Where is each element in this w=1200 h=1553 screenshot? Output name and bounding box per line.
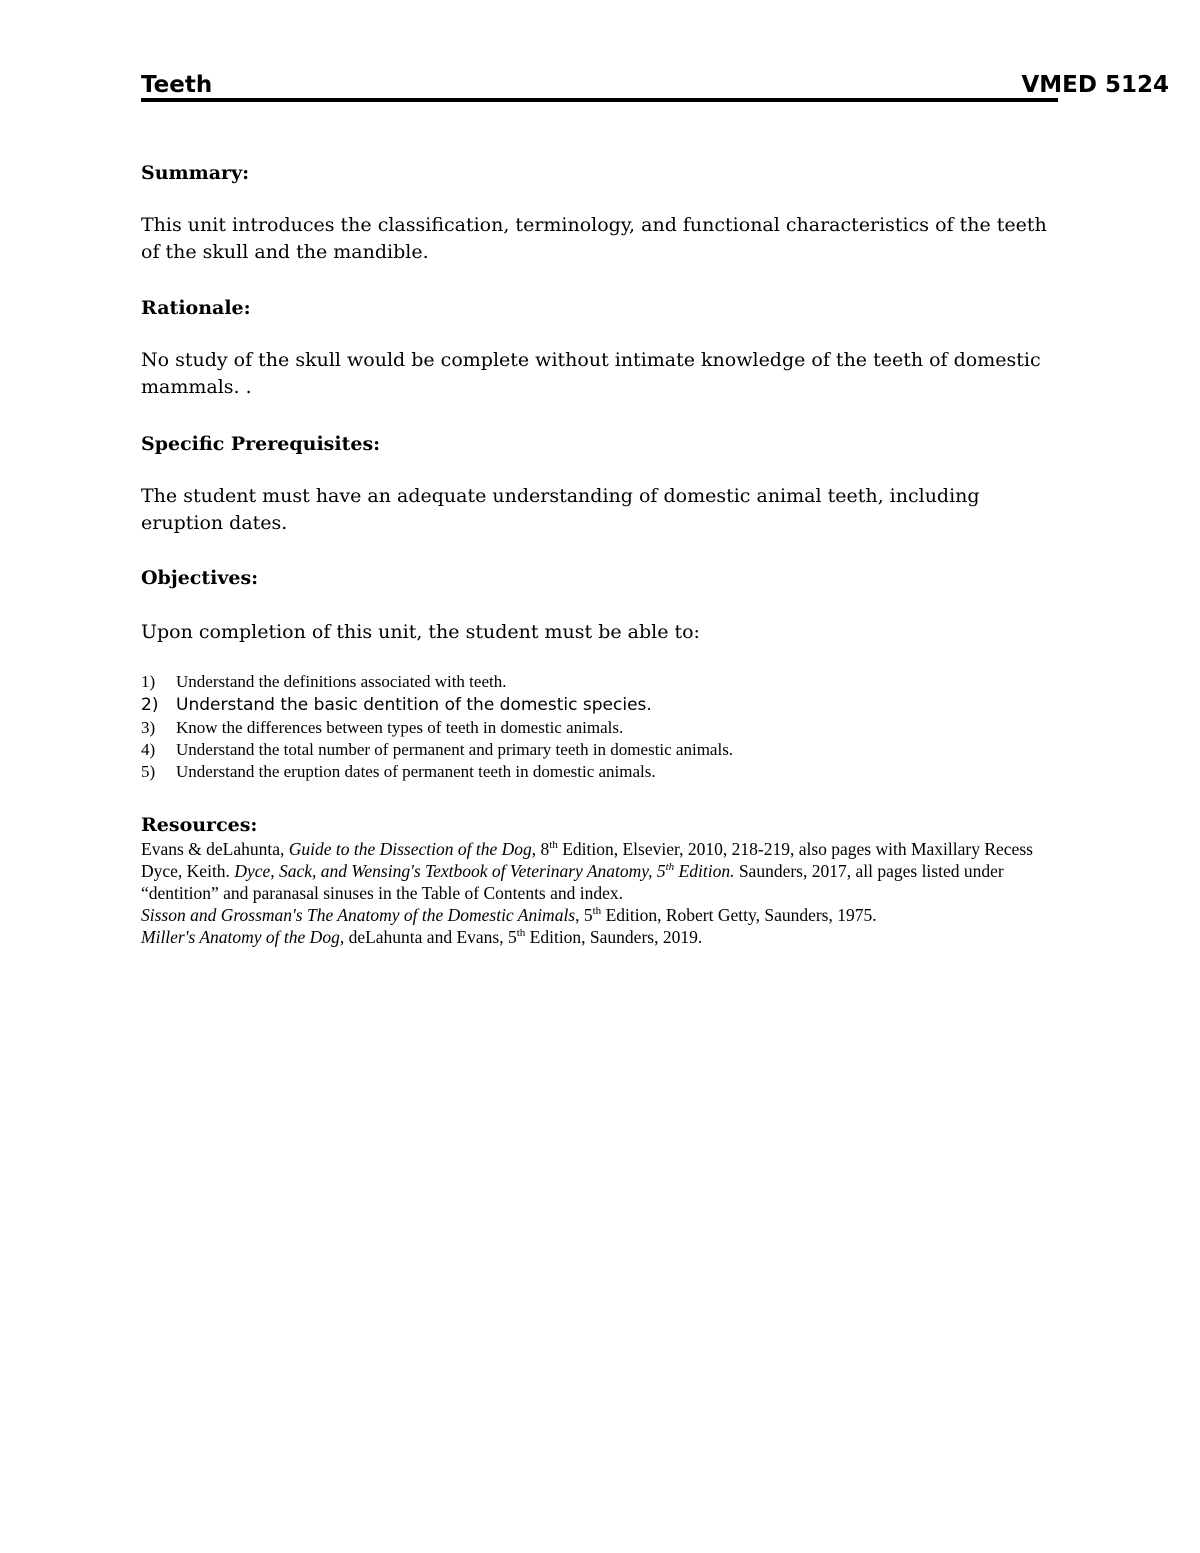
objectives-heading: Objectives:: [141, 567, 259, 589]
resources-heading: Resources:: [141, 814, 258, 836]
objective-text: Know the differences between types of teeth in domestic animals.: [176, 718, 624, 737]
objective-item: [141, 761, 1071, 783]
header-rule: [141, 98, 1058, 102]
reference-title: Dyce, Sack, and Wensing's Textbook of Veterinary Anatomy, 5: [234, 861, 666, 881]
reference-title: Guide to the Dissection of the Dog: [288, 839, 532, 859]
ordinal-suffix: th: [592, 905, 602, 918]
reference-entry: [141, 926, 1066, 948]
rationale-text: No study of the skull would be complete without intimate knowledge of the teeth of domestic mammals. .: [141, 349, 1041, 398]
course-code: VMED 5124: [1021, 72, 1169, 98]
reference-title: Miller's Anatomy of the Dog: [141, 927, 340, 947]
objective-text: Understand the eruption dates of permanent teeth in domestic animals.: [176, 762, 656, 781]
reference-title-end: Edition.: [674, 861, 735, 881]
reference-author: Evans & deLahunta,: [141, 839, 289, 859]
prerequisites-heading: Specific Prerequisites:: [141, 433, 381, 455]
reference-details: Edition, Elsevier, 2010, 218-219, also pages with Maxillary Recess: [557, 839, 1033, 859]
reference-details: Saunders, 2017, all pages listed under “dentition” and paranasal sinuses in the Table of Contents and index.: [141, 861, 1004, 903]
objective-item: [141, 671, 1071, 693]
reference-author: Dyce, Keith.: [141, 861, 235, 881]
reference-edition: , deLahunta and Evans, 5: [339, 927, 517, 947]
reference-edition: , 5: [575, 905, 593, 925]
reference-title: Sisson and Grossman's The Anatomy of the Domestic Animals: [141, 905, 576, 925]
objectives-intro: Upon completion of this unit, the student must be able to:: [141, 621, 700, 643]
objective-text: Understand the total number of permanent and primary teeth in domestic animals.: [176, 740, 734, 759]
objective-number: 5): [141, 762, 156, 781]
summary-text: This unit introduces the classification, terminology, and functional characteristics of the teeth of the skull and the mandible.: [141, 214, 1047, 263]
objective-item: [141, 739, 1071, 761]
objective-number: 4): [141, 740, 156, 759]
reference-details: Edition, Robert Getty, Saunders, 1975.: [601, 905, 877, 925]
reference-entry: [141, 860, 1066, 904]
reference-details: Edition, Saunders, 2019.: [525, 927, 703, 947]
objective-text: Understand the definitions associated with teeth.: [176, 672, 507, 691]
objective-text: Understand the basic dentition of the domestic species.: [176, 695, 652, 715]
ordinal-suffix: th: [516, 927, 526, 940]
objectives-list: [141, 671, 1071, 783]
summary-heading: Summary:: [141, 162, 250, 184]
prerequisites-text: The student must have an adequate understanding of domestic animal teeth, including eruption dates.: [141, 485, 980, 534]
reference-entry: [141, 904, 1066, 926]
objective-number: 3): [141, 718, 156, 737]
header-title: Teeth: [141, 72, 213, 98]
page-header: [141, 72, 1171, 104]
ordinal-suffix: th: [665, 861, 675, 874]
ordinal-suffix: th: [549, 839, 558, 852]
objective-number: 2): [141, 695, 159, 715]
resources-list: [141, 838, 1066, 948]
rationale-heading: Rationale:: [141, 297, 251, 319]
reference-entry: [141, 838, 1066, 860]
objective-item: [141, 717, 1071, 739]
reference-edition: , 8: [531, 839, 550, 859]
objective-item: [141, 693, 1071, 717]
objective-number: 1): [141, 672, 156, 691]
